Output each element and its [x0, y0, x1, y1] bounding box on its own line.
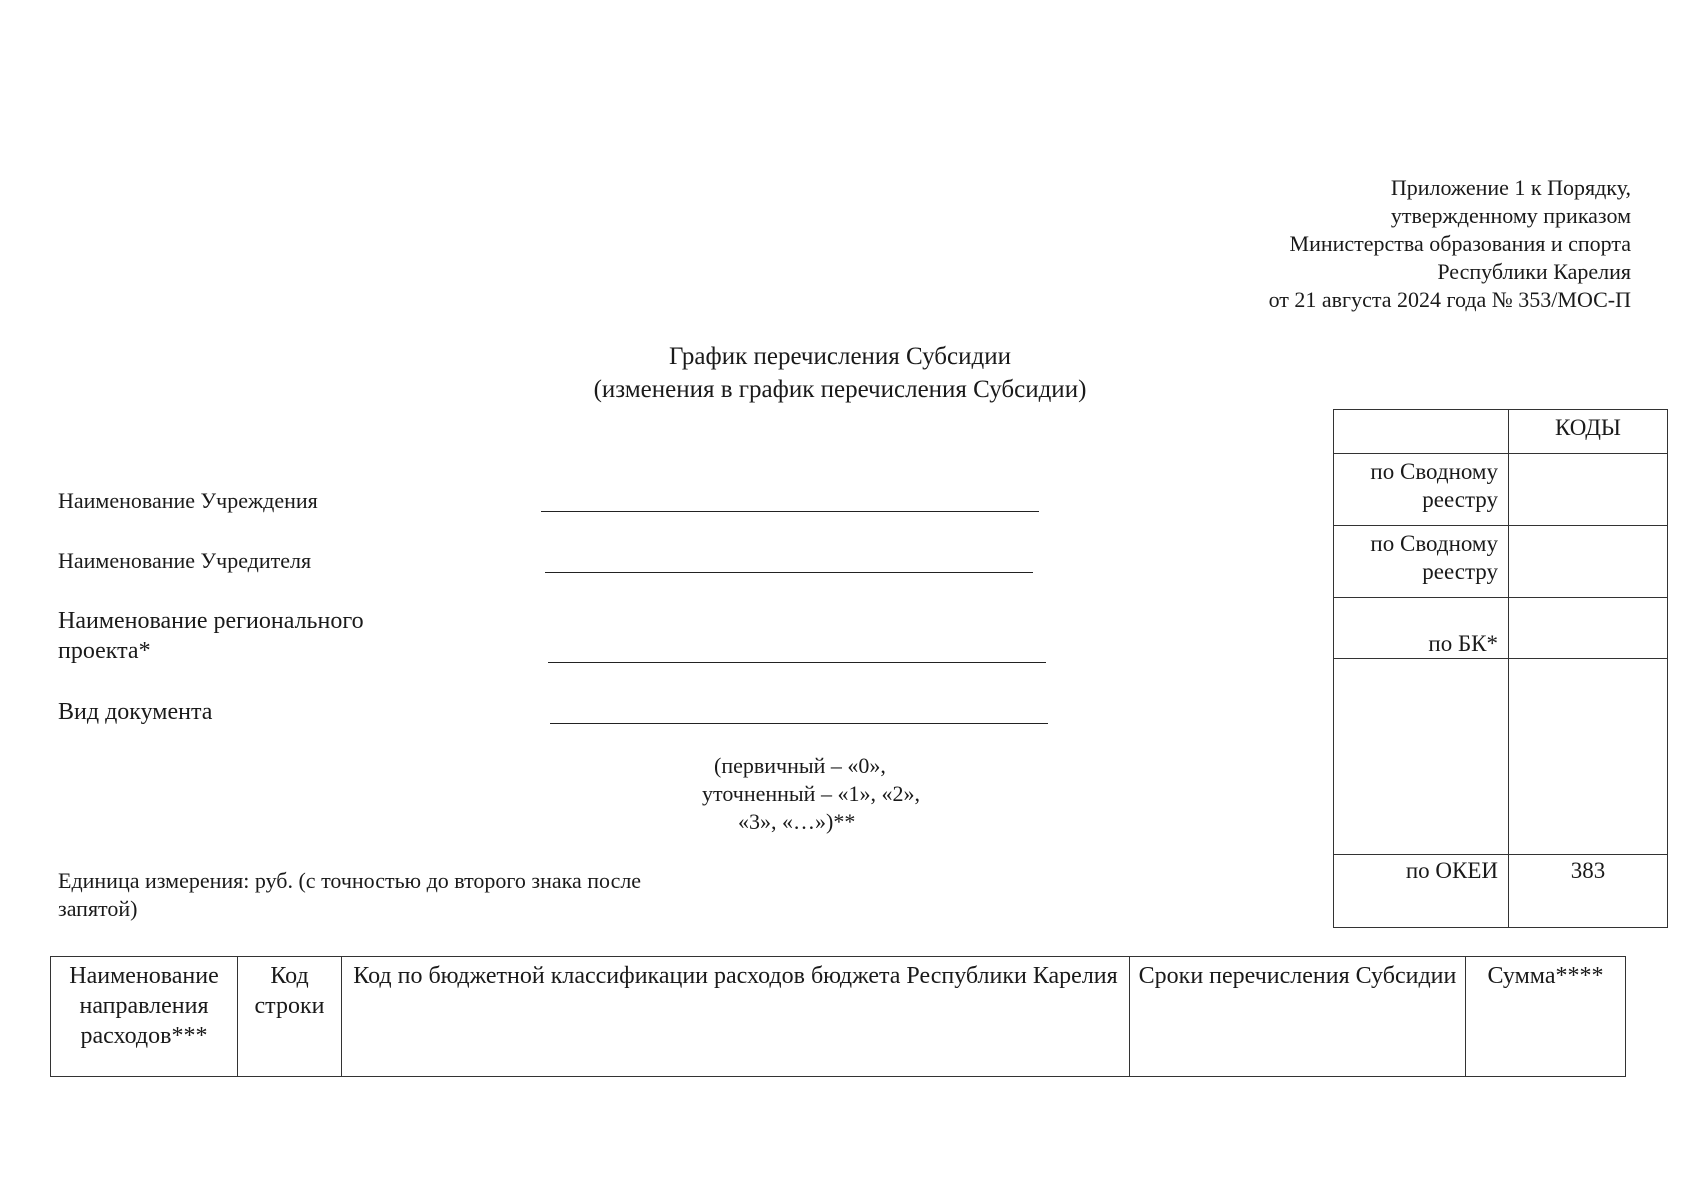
codes-row-1-value[interactable] [1509, 454, 1668, 526]
transfer-schedule-table [50, 956, 1626, 1077]
codes-table [1333, 409, 1668, 928]
appendix-line-4: Республики Карелия [1437, 259, 1631, 284]
codes-row-3-label: по БК* [1334, 598, 1509, 659]
project-label-line-2: проекта* [58, 638, 151, 664]
codes-row-2-label-line-1: по Сводному [1370, 531, 1498, 556]
project-label-line-1: Наименование регионального [58, 608, 364, 634]
title-line-2: (изменения в график перечисления Субсидии) [593, 376, 1087, 403]
doc-type-note-line-1: (первичный – «0», [714, 753, 886, 778]
unit-of-measure [58, 867, 758, 923]
appendix-line-3: Министерства образования и спорта [1289, 231, 1631, 256]
doc-type-field-line[interactable] [550, 723, 1048, 724]
appendix-line-1: Приложение 1 к Порядку, [1390, 175, 1631, 200]
okei-label: по ОКЕИ [1334, 855, 1509, 928]
document-title [480, 340, 1200, 406]
codes-row-3-value[interactable] [1509, 598, 1668, 659]
doc-type-note-line-2: уточненный – «1», «2», [702, 781, 920, 806]
codes-header: КОДЫ [1509, 410, 1668, 454]
codes-header-empty [1334, 410, 1509, 454]
institution-label: Наименование Учреждения [58, 488, 318, 513]
appendix-line-2: утвержденному приказом [1390, 203, 1631, 228]
appendix-header [1031, 174, 1631, 314]
unit-line-2: запятой) [58, 896, 138, 921]
okei-value: 383 [1509, 855, 1668, 928]
col-row-code: Код строки [238, 957, 342, 1077]
appendix-line-5: от 21 августа 2024 года № 353/МОС-П [1268, 287, 1631, 312]
project-field-line[interactable] [548, 662, 1046, 663]
codes-row-2-label-line-2: реестру [1422, 559, 1498, 584]
doc-type-note [690, 752, 950, 836]
col-budget-classification: Код по бюджетной классификации расходов бюджета Республики Карелия [342, 957, 1130, 1077]
founder-field-line[interactable] [545, 572, 1033, 573]
codes-row-2-value[interactable] [1509, 526, 1668, 598]
codes-row-4-label [1334, 659, 1509, 855]
col-amount: Сумма**** [1466, 957, 1626, 1077]
founder-label: Наименование Учредителя [58, 548, 312, 573]
codes-row-1-label-line-1: по Сводному [1370, 459, 1498, 484]
institution-field-line[interactable] [541, 511, 1039, 512]
title-line-1: График перечисления Субсидии [669, 343, 1011, 370]
doc-type-label: Вид документа [58, 699, 213, 725]
codes-row-2-label [1334, 526, 1509, 598]
codes-row-4-value[interactable] [1509, 659, 1668, 855]
codes-row-1-label-line-2: реестру [1422, 487, 1498, 512]
col-expense-direction: Наименование направления расходов*** [51, 957, 238, 1077]
codes-row-1-label [1334, 454, 1509, 526]
doc-type-note-line-3: «3», «…»)** [738, 809, 856, 834]
col-transfer-dates: Сроки перечисления Субсидии [1130, 957, 1466, 1077]
unit-line-1: Единица измерения: руб. (с точностью до второго знака после [58, 868, 642, 893]
project-label [58, 606, 364, 666]
